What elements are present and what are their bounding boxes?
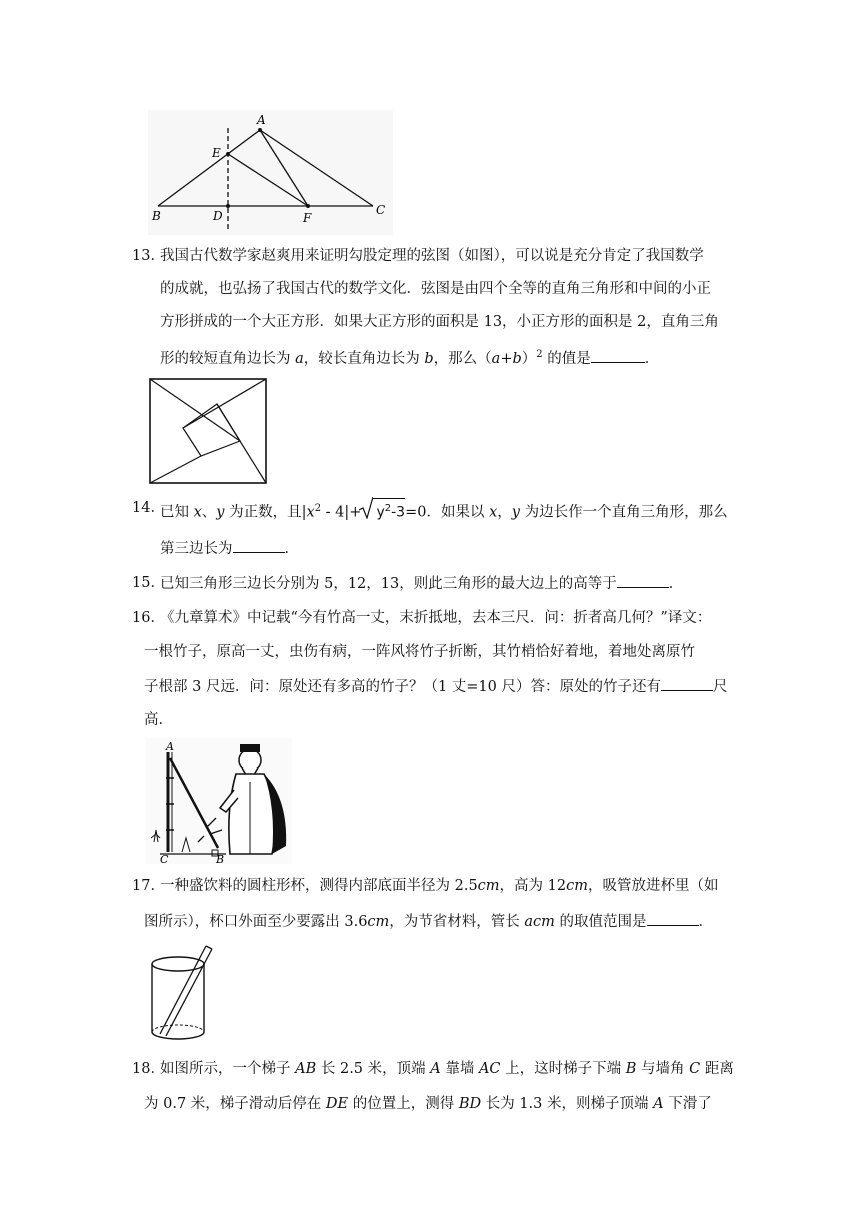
radical-sign-icon <box>359 497 373 519</box>
string-diagram-figure <box>149 378 267 484</box>
question-number: 17． <box>132 878 165 894</box>
question-number: 13． <box>132 248 165 264</box>
answer-blank <box>591 348 645 363</box>
question-number: 16． <box>132 610 165 626</box>
q16-line-3: 子根部 3 尺远．问：原处还有多高的竹子？（1 丈=10 尺）答：原处的竹子还有 尺 <box>144 676 728 697</box>
question-17 <box>132 876 732 936</box>
question-number: 14． <box>132 500 165 516</box>
label-D: D <box>213 209 223 223</box>
question-13 <box>132 246 732 376</box>
question-number: 18． <box>132 1061 165 1077</box>
bamboo-scholar-figure <box>146 738 292 864</box>
label-A: A <box>257 113 266 127</box>
answer-blank <box>617 573 669 588</box>
label-A: A <box>166 740 174 753</box>
q17-line-1: 一种盛饮料的圆柱形杯，测得内部底面半径为 2.5cm，高为 12cm，吸管放进杯里（如 <box>160 878 719 894</box>
q13-line-1: 我国古代数学家赵爽用来证明勾股定理的弦图（如图），可以说是充分肯定了我国数学 <box>160 248 704 264</box>
label-B: B <box>216 853 225 864</box>
label-B: B <box>152 209 161 223</box>
question-14 <box>132 498 732 558</box>
question-18 <box>132 1059 752 1119</box>
q13-line-2: 的成就，也弘扬了我国古代的数学文化．弦图是由四个全等的直角三角形和中间的小正 <box>160 281 711 297</box>
triangle-figure <box>148 110 393 235</box>
q16-line-4: 高． <box>144 712 173 728</box>
label-F: F <box>303 211 312 225</box>
cup-straw-figure <box>148 944 216 1044</box>
q16-line-2: 一根竹子，原高一丈，虫伤有病，一阵风将竹子折断，其竹梢恰好着地，着地处离原竹 <box>144 644 695 660</box>
q14-line-2: 第三边长为 ． <box>160 538 299 559</box>
q16-line-1: 《九章算术》中记载“今有竹高一丈，末折抵地，去本三尺．问：折者高几何？”译文： <box>160 610 712 626</box>
q14-line-1: 已知 x、y 为正数，且$|x^2 - 4|+ y^2-3$ =0．如果以 x，y 为边长作一个直角三角形，那么 <box>160 498 728 523</box>
q13-line-4: 形的较短直角边长为 a，较长直角边长为 b，那么$(a+b)^2$ 的值是 ． <box>160 349 660 367</box>
q18-line-2: 为 0.7 米，梯子滑动后停在 DE 的位置上，测得 BD 长为 1.3 米，则梯子顶端 A 下滑了 <box>144 1096 712 1112</box>
q15-line-1: 已知三角形三边长分别为 5，12，13，则此三角形的最大边上的高等于 ． <box>160 573 683 594</box>
q18-line-1: 如图所示，一个梯子 AB 长 2.5 米，顶端 A 靠墙 AC 上，这时梯子下端 B 与墙角 C 距离 <box>160 1061 734 1077</box>
label-C: C <box>160 853 169 864</box>
answer-blank <box>661 676 713 691</box>
question-15 <box>132 573 732 595</box>
question-16 <box>132 608 732 728</box>
q13-line-3: 方形拼成的一个大正方形．如果大正方形的面积是 13，小正方形的面积是 2，直角三角 <box>160 314 719 330</box>
answer-blank <box>233 538 285 553</box>
sqrt-expression: $y^2-3$ <box>373 498 405 523</box>
q17-line-2: 图所示），杯口外面至少要露出 3.6cm，为节省材料，管长 acm 的取值范围是 ． <box>144 911 713 932</box>
question-number: 15． <box>132 575 165 591</box>
answer-blank <box>647 911 699 926</box>
label-C: C <box>376 203 386 217</box>
label-E: E <box>212 146 221 160</box>
